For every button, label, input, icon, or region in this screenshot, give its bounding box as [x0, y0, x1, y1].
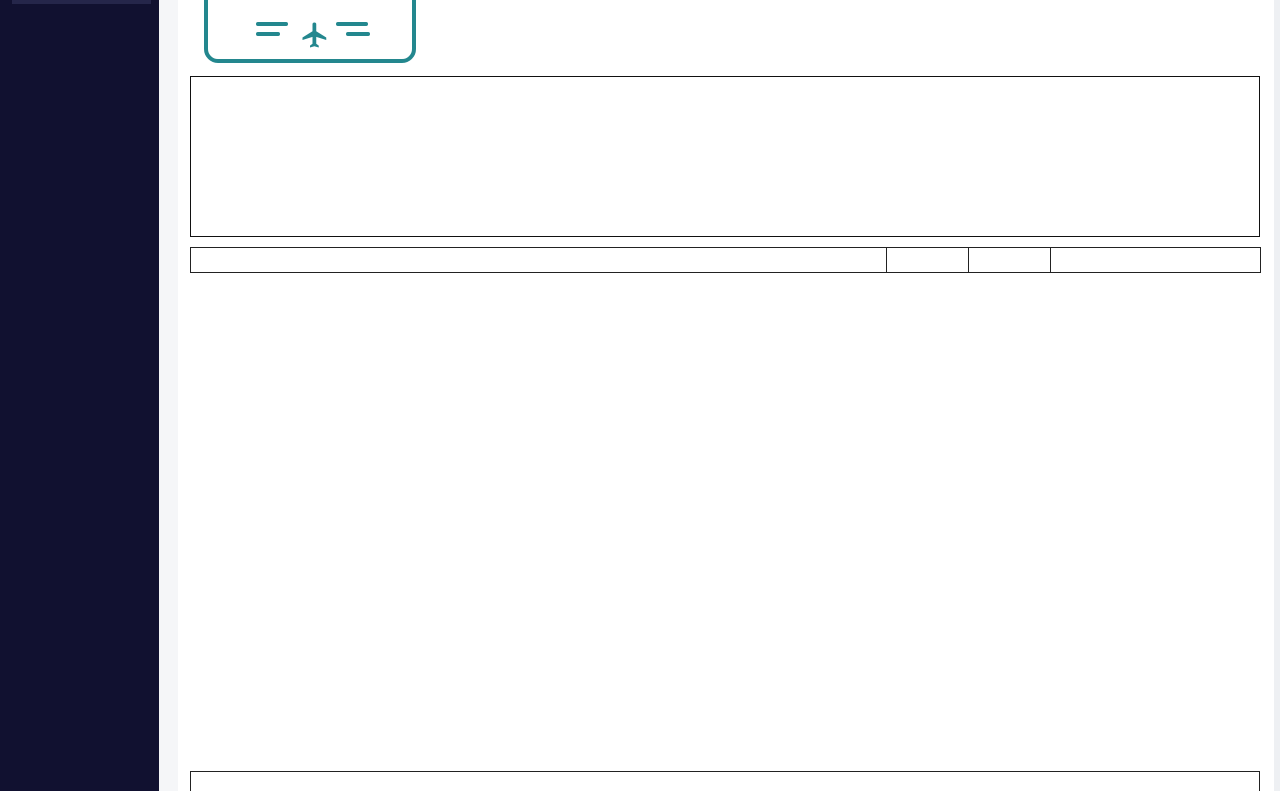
totals-blank: [1051, 247, 1261, 272]
reports-submenu: [12, 0, 151, 4]
page-scrollbar[interactable]: [1274, 0, 1280, 791]
totals-spacer: [191, 247, 887, 272]
airplane-icon: [300, 20, 330, 50]
main-content: [159, 0, 1280, 791]
total-credit: [969, 247, 1051, 272]
company-logo: [204, 0, 416, 63]
report-page: [178, 0, 1274, 791]
total-debit: [887, 247, 969, 272]
amount-due-summary: [190, 771, 1260, 791]
purchase-report-table: [190, 247, 1261, 273]
sidebar: [0, 0, 159, 791]
statement-header: [190, 76, 1260, 237]
